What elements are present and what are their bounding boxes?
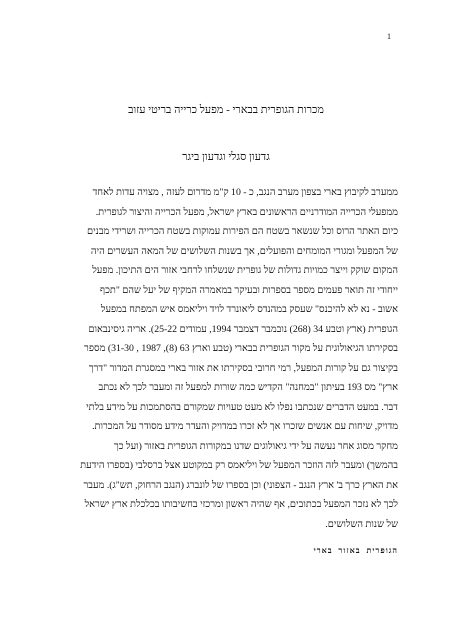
paragraph-line: לכך לא נזכר המפעל בכתובים, אף שהיה ראשון ומרכזי בחשיבותו בכלכלת ארץ ישראל [84, 499, 398, 510]
document-authors: גדעון סגלי וגדעון ביגר [182, 151, 270, 163]
paragraph-line: מדויק, שיחות עם אנשים שזכרו אך לא זכרו במדויק והעדר מידע מסודר על המכרות. [92, 421, 398, 432]
paragraph-line: של שנות השלושים. [325, 518, 398, 530]
paragraph-line: ארץ" מס 193 בעיתון "במחנה" הקדיש כמה שורות למפעל זה ומעבר לכך לא נכתב [98, 382, 398, 393]
paragraph-line: הגופרית (ארץ וטבע 34 (268) נובמבר דצמבר 1994, עמודים 25-22). אריה גיסינבאום [88, 323, 398, 335]
paragraph-line: של המפעל ומגורי המומחים והפועלים, אך בשנות השלושים של המאה העשרים היה [90, 245, 398, 257]
paragraph-line: בקיצור גם על קורות המפעל, רמי חרובי בסקירתו את אזור בארי במסגרת המדור "דרך [88, 362, 398, 374]
paragraph-line: ממערב לקיבוץ בארי בצפון מערב הנגב, כ - 10 ק"מ מדרום לעזה , מצויה עדות לאחד [92, 187, 398, 198]
body-paragraph [56, 183, 398, 534]
section-heading: הגופרית באזור בארי [313, 546, 398, 555]
paragraph-line: דבר. במעט הדברים שנכתבו נפלו לא מעט טעויות שמקורם בהסתמכות על מידע בלתי [86, 401, 398, 413]
paragraph-line: ממפעלי הכרייה המודרניים הראשונים בארץ ישראל, מפעל הכרייה והיצור לגופרית. [95, 206, 398, 218]
paragraph-line: המקום שוקק וייצר כמויות גדולות של גופרית שנשלחו לרחבי אזור הים התיכון. מפעל [92, 265, 398, 276]
paragraph-line: בסקירתו הגיאולוגית על מקור הגופרית בבארי (טבע וארץ 63 (8), 1987 , 31-30) מספר [84, 343, 398, 354]
paragraph-line: כיום האתר הרוס וכל שנשאר בשטח הם הפירות עמוקות בשטח הכרייה ושרידי מבנים [86, 226, 398, 237]
paragraph-line: בהמשך) ומעבר לזה הוזכר המפעל של ויליאמס רק במקוטע אצל ברסלבי (בספרו הידעת [80, 460, 398, 471]
paragraph-line: את הארץ כרך ב' ארץ הנגב - הצפוני) וכן בספרו של לונברג (הנגב הרחוק, תש"ג). מעבר [83, 479, 398, 491]
paragraph-line: ייחודי זה תואר פעמים מספר בספרות ובעיקר במאמרה המקיף של יעל שהם "תכף [100, 284, 398, 296]
paragraph-line: אשוב - נא לא להיכנס" שעסק במהנדס ליאונרד לויד ויליאמס איש המפתח במפעל [100, 304, 398, 315]
document-title: מכרות הגופרית בבארי - מפעל כרייה בריטי עזוב [128, 104, 324, 116]
page-number: 1 [387, 32, 391, 41]
paragraph-line: מחקר מסוג אחר נעשה על ידי גיאולוגים שדנו במקורות הגופרית באזור (ועל כך [113, 440, 398, 452]
